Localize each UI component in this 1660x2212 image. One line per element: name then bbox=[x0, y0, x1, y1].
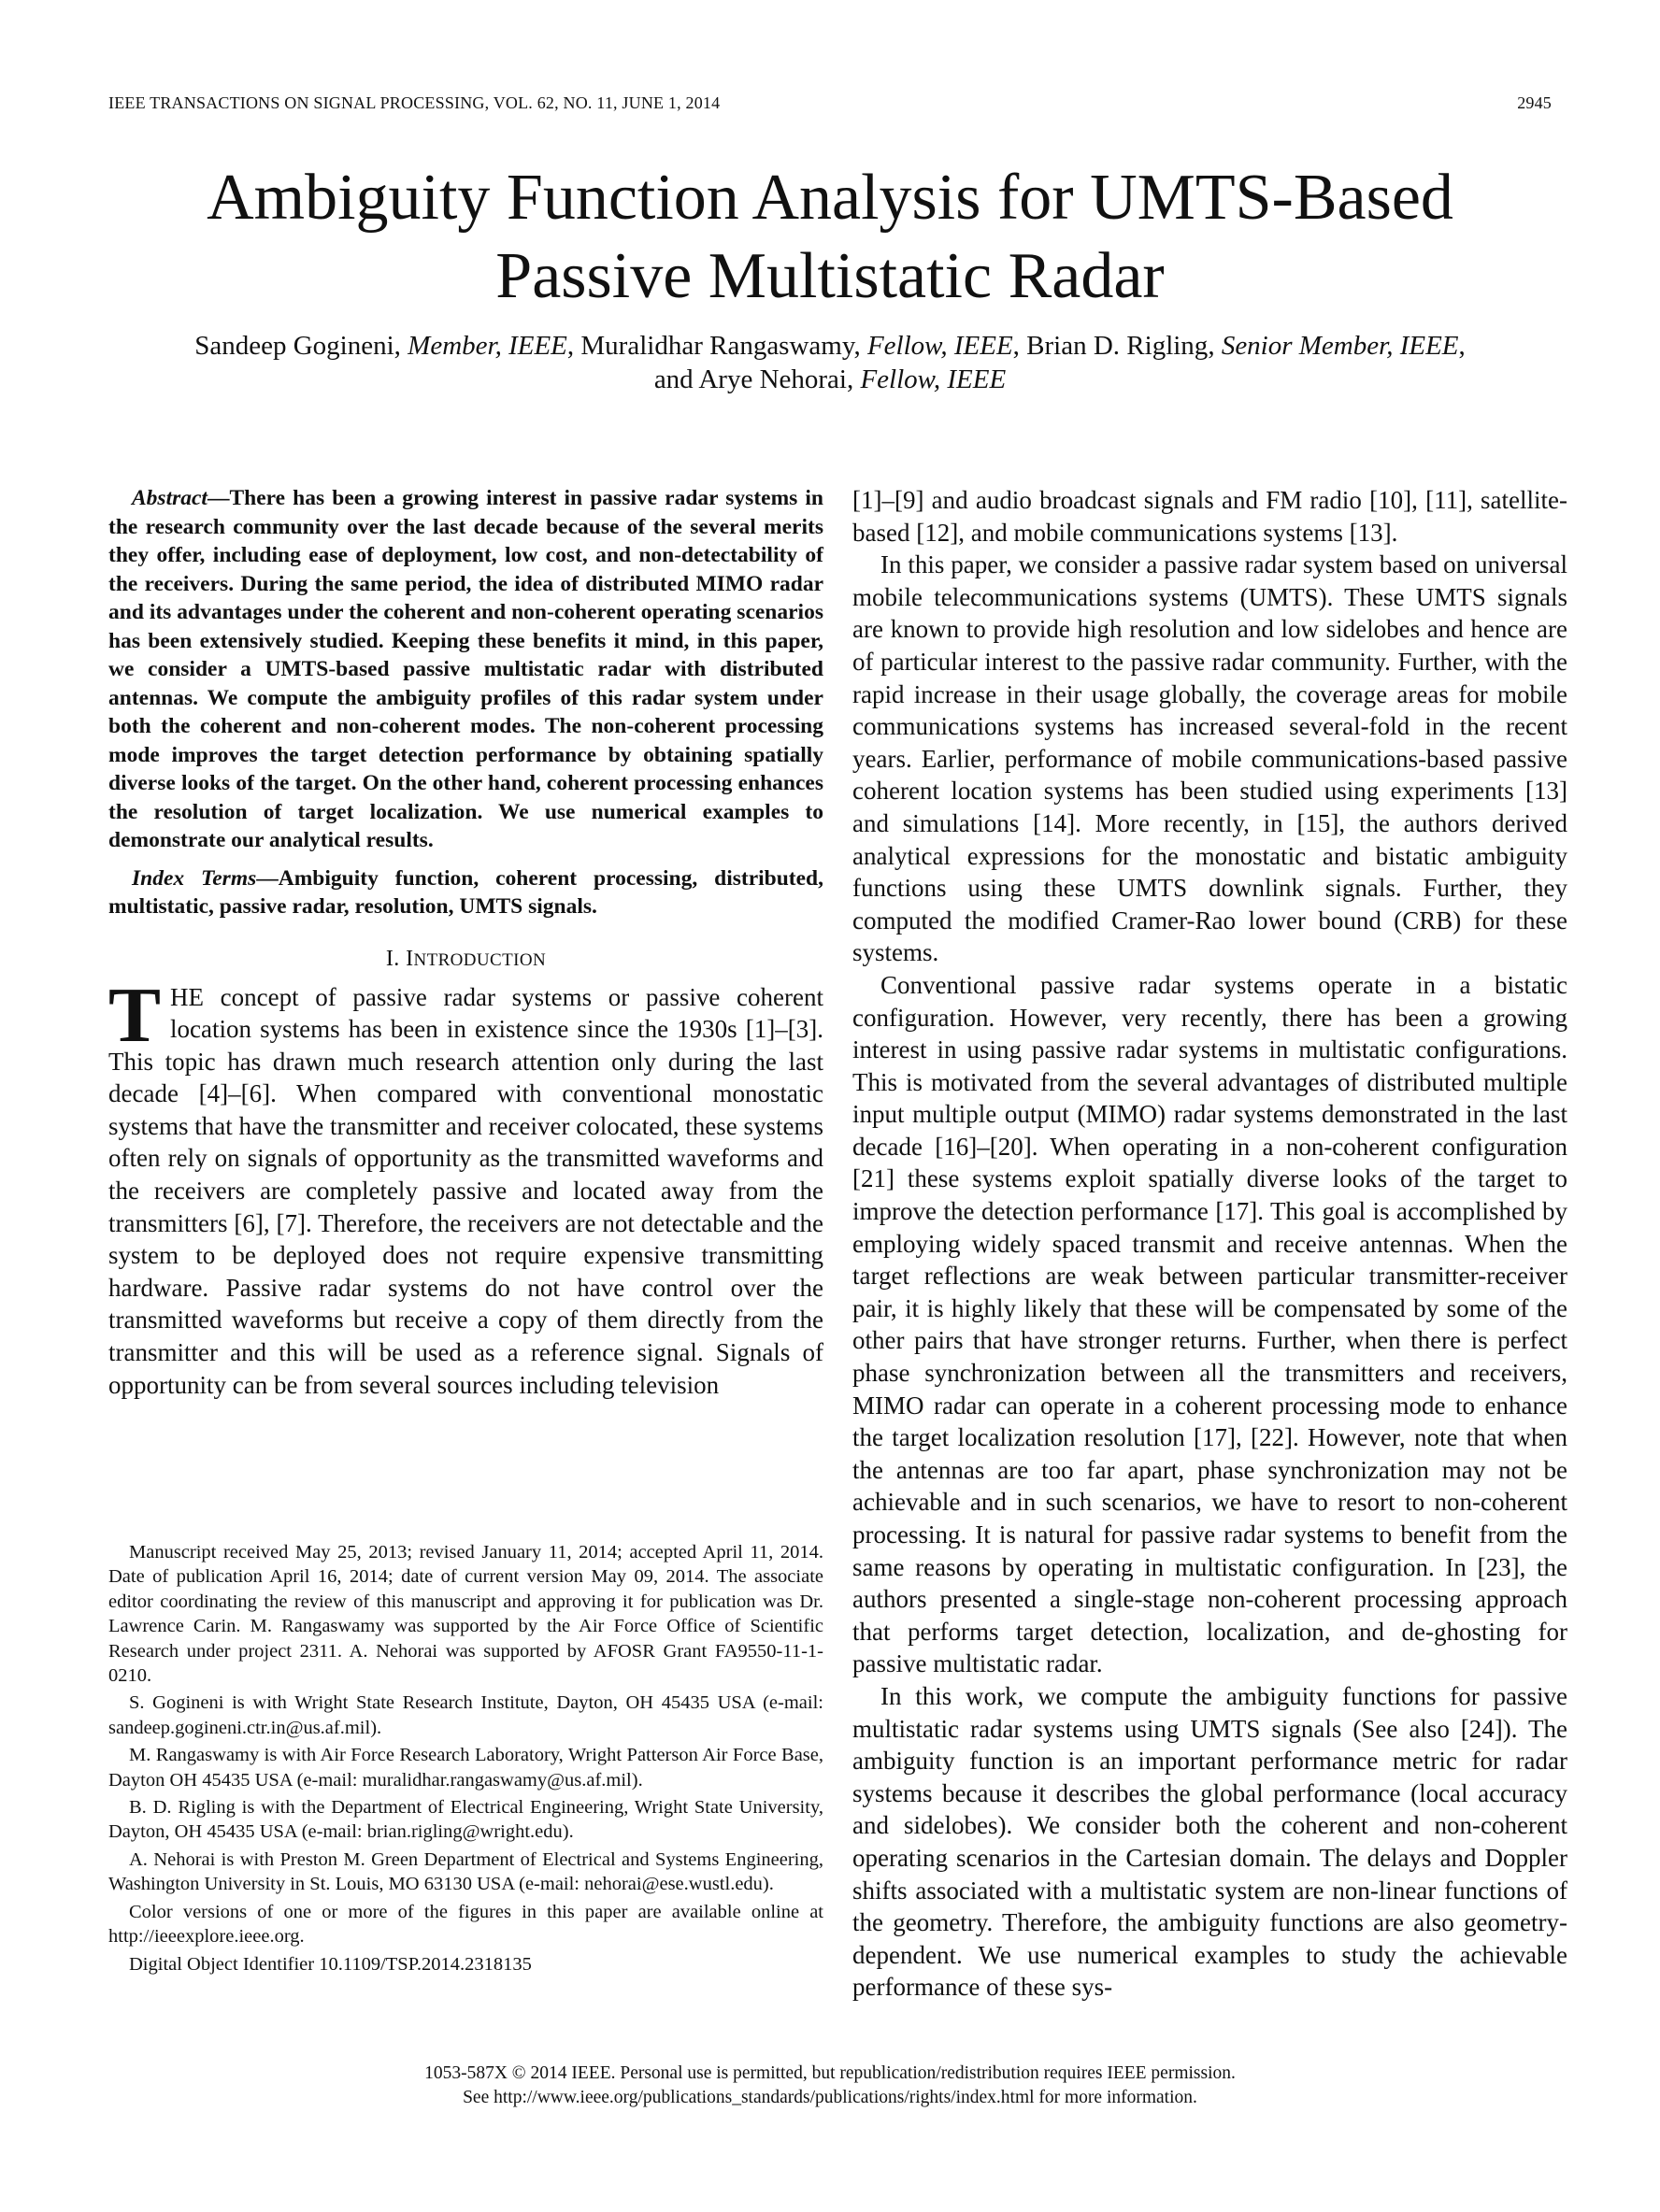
author-affiliation: Senior Member, IEEE bbox=[1221, 331, 1459, 361]
author-affiliation: Fellow, IEEE bbox=[860, 364, 1007, 394]
abstract-text: —There has been a growing interest in passive radar systems in the research community over the last decade because of the several merits they offer, including ease of deployment, low cost, and non-detectability of the receivers. During the same period, the idea of distributed MIMO radar and its advantages under the coherent and non-coherent operating scenarios has been extensively studied. Keeping these benefits it mind, in this paper, we consider a UMTS-based passive multistatic radar with distributed antennas. We compute the ambiguity profiles of this radar system under both the coherent and non-coherent modes. The non-coherent processing mode improves the target detection performance by obtaining spatially diverse looks of the target. On the other hand, coherent processing enhances the resolution of target localization. We use numerical examples to demonstrate our analytical results. bbox=[108, 486, 823, 852]
footnotes bbox=[108, 1540, 823, 1979]
page-number: 2945 bbox=[1517, 93, 1552, 112]
intro-paragraph-text: HE concept of passive radar systems or passive coherent location systems has been in existence since the 1930s [1]–[3]. This topic has drawn much research attention only during the last decade [4]–[6]. When compared with conventional monostatic systems that have the transmitter and receiver colocated, these systems often rely on signals of opportunity as the transmitted waveforms and the receivers are completely passive and located away from the transmitters [6], [7]. Therefore, the receivers are not detectable and the system to be deployed does not require expensive transmitting hardware. Passive radar systems do not have control over the transmitted waveforms but receive a copy of them directly from the transmitter and this will be used as a reference signal. Signals of opportunity can be from several sources including television bbox=[108, 982, 823, 1399]
footnote-doi: Digital Object Identifier 10.1109/TSP.2014.2318135 bbox=[129, 1953, 532, 1975]
footnote-author: A. Nehorai is with Preston M. Green Department of Electrical and Systems Engineering, Washington University in St. Louis, MO 63130 USA (e-mail: nehorai@ese.wustl.edu). bbox=[108, 1848, 823, 1895]
author-affiliation: Member, IEEE bbox=[408, 331, 567, 361]
abstract-label: Abstract bbox=[132, 486, 208, 510]
body-paragraph: In this paper, we consider a passive radar system based on universal mobile telecommunications systems (UMTS). These UMTS signals are known to provide high resolution and low sidelobes and hence are of particular interest to the passive radar community. Further, with the rapid increase in their usage globally, the coverage areas for mobile communications systems has increased several-fold in the recent years. Earlier, performance of mobile communications-based passive coherent location systems has been studied using experiments [13] and simulations [14]. More recently, in [15], the authors derived analytical expressions for the monostatic and bistatic ambiguity functions using these UMTS downlink signals. Further, they computed the modified Cramer-Rao lower bound (CRB) for these systems. bbox=[852, 550, 1567, 967]
title-line-1: Ambiguity Function Analysis for UMTS-Based bbox=[207, 162, 1453, 234]
footnote-author: M. Rangaswamy is with Air Force Research Laboratory, Wright Patterson Air Force Base, Dayton OH 45435 USA (e-mail: muralidhar.rangaswamy@us.af.mil). bbox=[108, 1745, 823, 1791]
author-affiliation: Fellow, IEEE bbox=[866, 331, 1013, 361]
footnote-manuscript: Manuscript received May 25, 2013; revised January 11, 2014; accepted April 11, 2014. Date of publication April 16, 2014; date of current version May 09, 2014. The associate editor coordinating the review of this manuscript and approving it for publication was Dr. Lawrence Carin. M. Rangaswamy was supported by the Air Force Office of Scientific Research under project 2311. A. Nehorai was supported by AFOSR Grant FA9550-11-1-0210. bbox=[108, 1542, 823, 1687]
journal-name: IEEE TRANSACTIONS ON SIGNAL PROCESSING, VOL. 62, NO. 11, JUNE 1, 2014 bbox=[108, 93, 721, 112]
running-header bbox=[108, 93, 1552, 116]
section-heading bbox=[108, 944, 823, 976]
body-paragraph: [1]–[9] and audio broadcast signals and FM radio [10], [11], satellite-based [12], and mobile communications systems [13]. bbox=[852, 486, 1567, 547]
author-name: Muralidhar Rangaswamy bbox=[580, 331, 854, 361]
footnote-author: B. D. Rigling is with the Department of Electrical Engineering, Wright State University, Dayton, OH 45435 USA (e-mail: brian.rigling@wright.edu). bbox=[108, 1797, 823, 1843]
body-paragraph: Conventional passive radar systems operate in a bistatic configuration. However, very recently, there has been a growing interest in using passive radar systems in multistatic configurations. This is motivated from the several advantages of distributed multiple input multiple output (MIMO) radar systems demonstrated in the last decade [16]–[20]. When operating in a non-coherent configuration [21] these systems exploit spatially diverse looks of the target to improve the detection performance [17]. This goal is accomplished by employing widely spaced transmit and receive antennas. When the target reflections are weak between particular transmitter-receiver pair, it is highly likely that these will be compensated by some of the other pairs that have stronger returns. Further, when there is perfect phase synchronization between all the transmitters and receivers, MIMO radar can operate in a coherent processing mode to enhance the target localization resolution [17], [22]. However, note that when the antennas are too far apart, phase synchronization may not be achievable and in such scenarios, we have to resort to non-coherent processing. It is natural for passive radar systems to benefit from the same reasons by operating in multistatic configuration. In [23], the authors presented a single-stage non-coherent processing approach that performs target detection, localization, and de-ghosting for passive multistatic radar. bbox=[852, 970, 1567, 1678]
drop-cap: T bbox=[108, 971, 162, 1059]
title-block bbox=[108, 159, 1552, 396]
copyright-line: See http://www.ieee.org/publications_standards/publications/rights/index.html for more information. bbox=[463, 2088, 1197, 2107]
author-name: Arye Nehorai bbox=[698, 364, 847, 394]
abstract bbox=[108, 484, 823, 855]
copyright-notice bbox=[108, 2062, 1552, 2110]
title-line-2: Passive Multistatic Radar bbox=[495, 240, 1165, 312]
section-number: I. I bbox=[385, 946, 414, 971]
author-conjunction: and bbox=[653, 364, 694, 394]
copyright-line: 1053-587X © 2014 IEEE. Personal use is permitted, but republication/redistribution requires IEEE permission. bbox=[424, 2063, 1236, 2083]
body-paragraph: In this work, we compute the ambiguity functions for passive multistatic radar systems using UMTS signals (See also [24]). The ambiguity function is an important performance metric for radar systems because it describes the global performance (local accuracy and sidelobes). We consider both the coherent and non-coherent operating scenarios in the Cartesian domain. The delays and Doppler shifts associated with a multistatic system are non-linear functions of the geometry. Therefore, the ambiguity functions are also geometry-dependent. We use numerical examples to study the achievable performance of these sys- bbox=[852, 1681, 1567, 2002]
footnote-author: S. Gogineni is with Wright State Research Institute, Dayton, OH 45435 USA (e-mail: sandeep.gogineni.ctr.in@us.af.mil). bbox=[108, 1692, 823, 1738]
paper-title bbox=[108, 159, 1552, 316]
author-list: Sandeep Gogineni, Member, IEEE, Muralidhar Rangaswamy, Fellow, IEEE, Brian D. Rigling, Senior Member, IEEE, and Arye Nehorai, Fellow, IEEE bbox=[194, 331, 1466, 394]
index-terms-label: Index Terms bbox=[132, 865, 257, 891]
index-terms bbox=[108, 864, 823, 921]
intro-paragraph bbox=[108, 971, 823, 1402]
index-terms-text: —Ambiguity function, coherent processing, distributed, multistatic, passive radar, resolution, UMTS signals. bbox=[108, 865, 823, 919]
author-name: Brian D. Rigling bbox=[1026, 331, 1209, 361]
footnote-color-versions: Color versions of one or more of the figures in this paper are available online at http://ieeexplore.ieee.org. bbox=[108, 1901, 823, 1948]
author-name: Sandeep Gogineni bbox=[194, 331, 394, 361]
section-title: NTRODUCTION bbox=[413, 949, 547, 970]
left-column bbox=[108, 484, 823, 1401]
right-column bbox=[852, 484, 1567, 2004]
